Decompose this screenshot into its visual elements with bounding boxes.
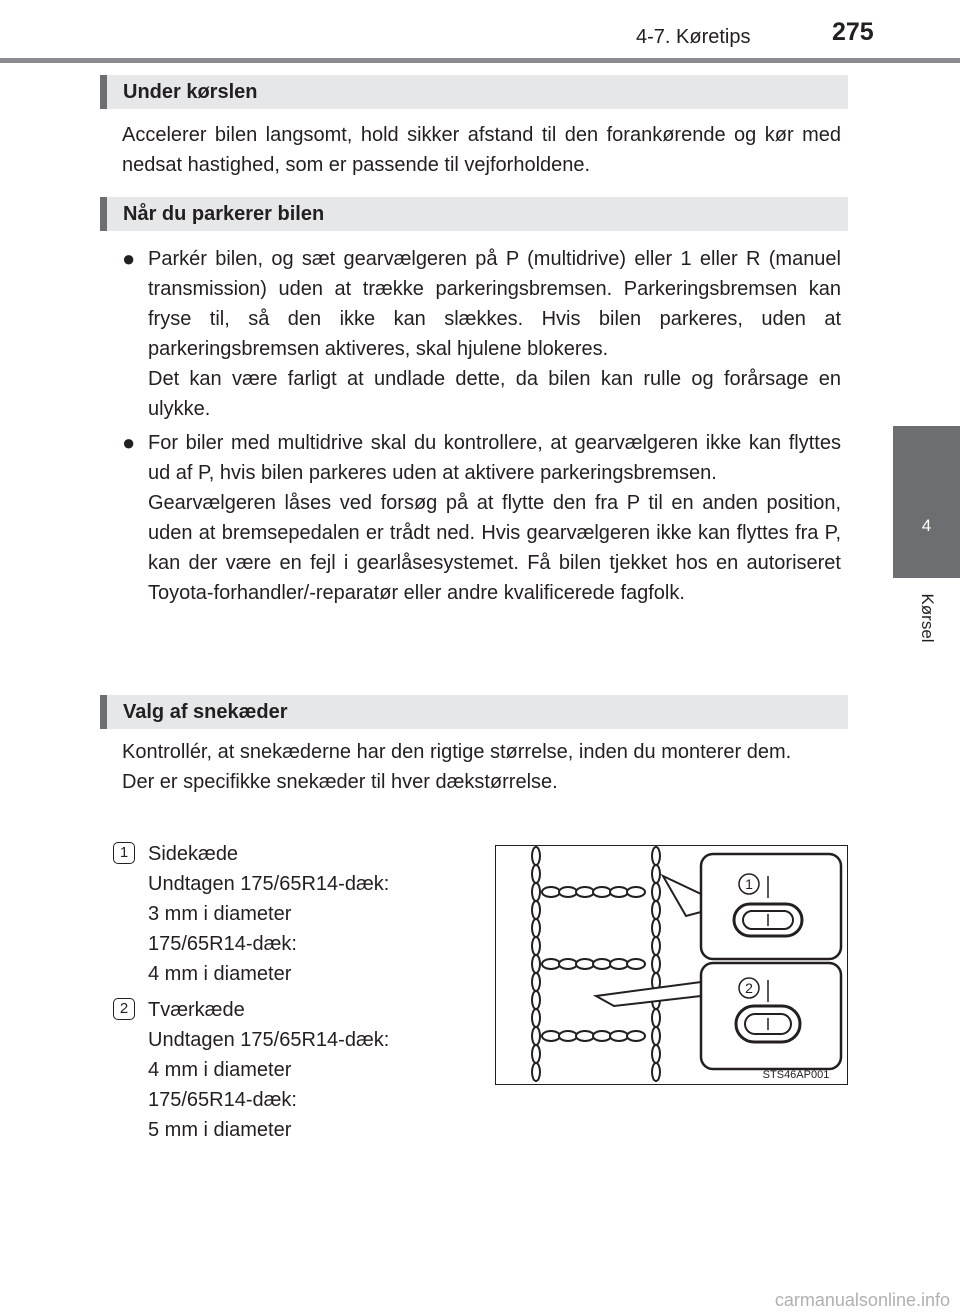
page-header-title: 4-7. Køretips bbox=[636, 26, 751, 48]
spec-name: Tværkæde bbox=[148, 999, 245, 1021]
spec-line: 175/65R14-dæk: bbox=[148, 1089, 297, 1111]
list-item bbox=[122, 428, 841, 608]
section-heading-driving: Under kørslen bbox=[100, 75, 848, 109]
number-badge: 1 bbox=[113, 842, 135, 864]
chapter-number: 4 bbox=[921, 516, 932, 535]
spec-line: 3 mm i diameter bbox=[148, 903, 292, 925]
snow-chain-illustration bbox=[495, 845, 848, 1085]
section-text-snow-chains bbox=[122, 737, 841, 797]
paragraph: Kontrollér, at snekæderne har den rigtige størrelse, inden du monterer dem. bbox=[122, 741, 792, 763]
side-chain-right bbox=[652, 847, 660, 1081]
list-item bbox=[122, 244, 841, 424]
header-rule bbox=[0, 58, 960, 63]
number-badge: 2 bbox=[113, 998, 135, 1020]
spec-item bbox=[113, 995, 473, 1145]
spec-line: 5 mm i diameter bbox=[148, 1119, 292, 1141]
chapter-side-tab bbox=[893, 426, 960, 578]
spec-line: Undtagen 175/65R14-dæk: bbox=[148, 873, 390, 895]
bullet-paragraph: For biler med multidrive skal du kontrollere, at gearvælgeren ikke kan flyttes ud af P, hvis bilen parkeres uden at aktivere parkeringsbremsen. bbox=[148, 432, 841, 484]
section-heading-snow-chains: Valg af snekæder bbox=[100, 695, 848, 729]
spec-line: Undtagen 175/65R14-dæk: bbox=[148, 1029, 390, 1051]
illustration-code: STS46AP001 bbox=[762, 1069, 830, 1081]
cross-chain bbox=[542, 887, 645, 1041]
detail-box-2 bbox=[701, 963, 841, 1069]
spec-item bbox=[113, 839, 473, 989]
section-heading-parking: Når du parkerer bilen bbox=[100, 197, 848, 231]
paragraph: Der er specifikke snekæder til hver dækstørrelse. bbox=[122, 771, 558, 793]
side-chain-left bbox=[532, 847, 540, 1081]
page-number: 275 bbox=[832, 18, 874, 46]
bullet-paragraph: Parkér bilen, og sæt gearvælgeren på P (multidrive) eller 1 eller R (manuel transmission) uden at trække parkeringsbremsen. Parkeringsbremsen kan fryse til, så den ikke kan slækkes. Hvis bilen parkeres, uden at parkeringsbremsen aktiveres, skal hjulene blokeres. bbox=[148, 248, 841, 360]
footer-watermark: carmanualsonline.info bbox=[774, 1290, 950, 1310]
chapter-label: Kørsel bbox=[918, 593, 937, 643]
bullet-icon: ● bbox=[122, 246, 136, 271]
detail-box-1 bbox=[701, 854, 841, 959]
spec-line: 4 mm i diameter bbox=[148, 963, 292, 985]
spec-name: Sidekæde bbox=[148, 843, 239, 865]
bullet-paragraph: Gearvælgeren låses ved forsøg på at flytte den fra P til en anden position, uden at bremsepedalen er trådt ned. Hvis gearvælgeren ikke kan flyttes fra P, kan der være en fejl i gearlåsesystemet. Få bilen tjekket hos en autoriseret Toyota-forhandler/-reparatør eller andre kvalificerede fagfolk. bbox=[148, 492, 841, 604]
callout-label: 1 bbox=[745, 876, 753, 892]
bullet-paragraph: Det kan være farligt at undlade dette, da bilen kan rulle og forårsage en ulykke. bbox=[148, 368, 841, 420]
section-text-driving: Accelerer bilen langsomt, hold sikker afstand til den forankørende og kør med nedsat hastighed, som er passende til vejforholdene. bbox=[122, 124, 841, 176]
spec-line: 4 mm i diameter bbox=[148, 1059, 292, 1081]
spec-line: 175/65R14-dæk: bbox=[148, 933, 297, 955]
bullet-icon: ● bbox=[122, 430, 136, 455]
callout-label: 2 bbox=[745, 980, 753, 996]
